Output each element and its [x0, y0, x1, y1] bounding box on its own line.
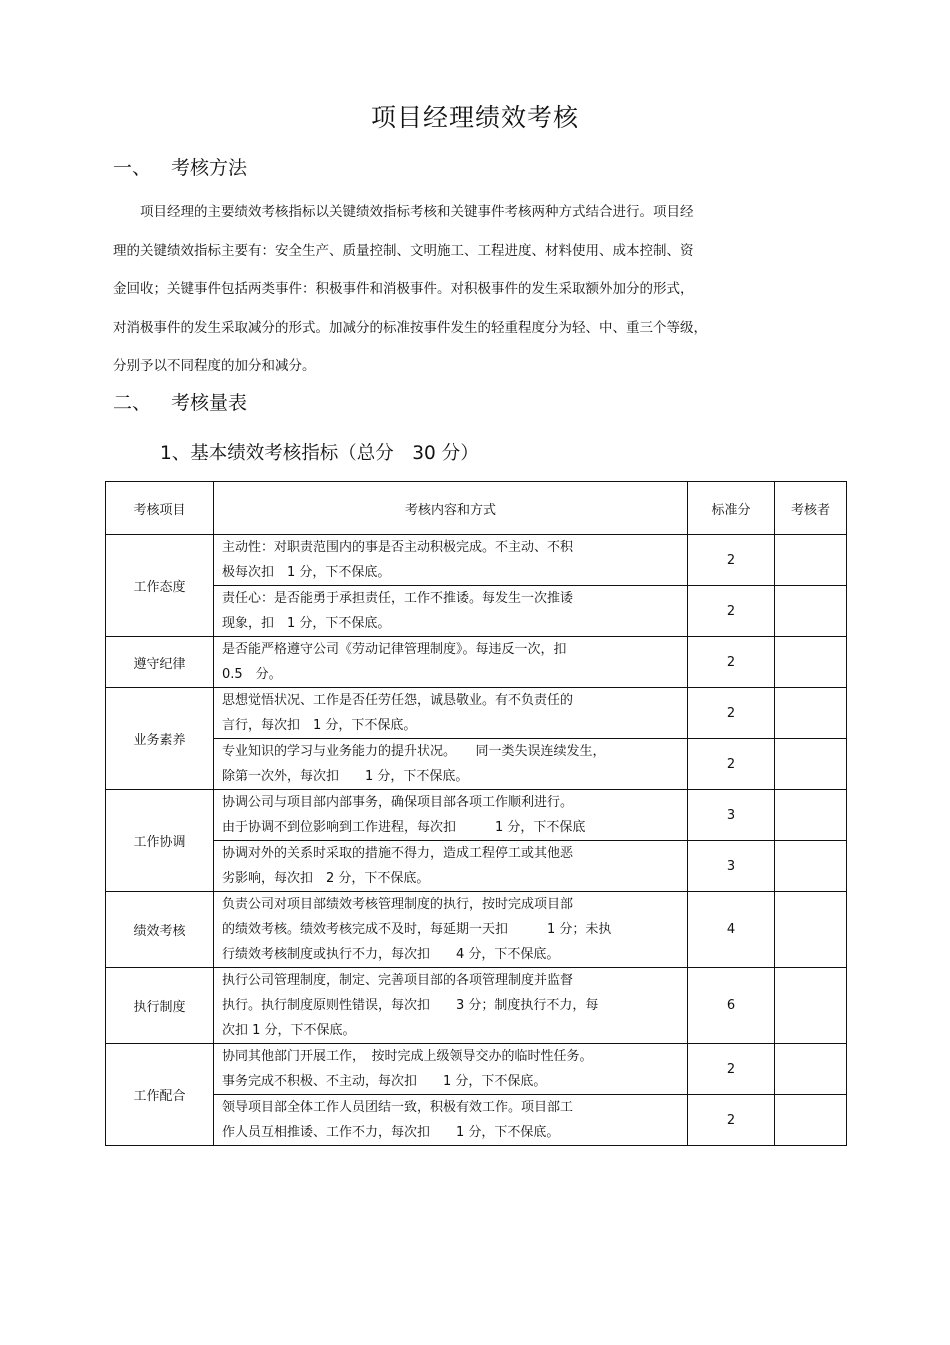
method-paragraph — [113, 193, 763, 386]
category-cell: 工作协调 — [106, 790, 214, 892]
content-line: 领导项目部全体工作人员团结一致，积极有效工作。项目部工 — [222, 1100, 574, 1115]
content-line: 思想觉悟状况、工作是否任劳任怨，诚恳敬业。有不负责任的 — [222, 693, 574, 708]
paragraph-line: 分别予以不同程度的加分和减分。 — [113, 358, 316, 374]
content-line: 言行，每次扣 1 分，下不保底。 — [222, 718, 417, 733]
standard-score-cell: 2 — [688, 586, 775, 637]
content-line: 事务完成不积极、不主动，每次扣 1 分，下不保底。 — [222, 1074, 547, 1089]
content-cell — [214, 586, 688, 637]
content-cell — [214, 892, 688, 968]
assessor-cell[interactable] — [775, 637, 847, 688]
assessor-cell[interactable] — [775, 892, 847, 968]
assessment-table — [105, 481, 847, 1146]
content-cell — [214, 1044, 688, 1095]
standard-score-cell: 2 — [688, 1044, 775, 1095]
table-row — [106, 535, 847, 586]
paragraph-line: 项目经理的主要绩效考核指标以关键绩效指标考核和关键事件考核两种方式结合进行。项目经 — [140, 204, 694, 220]
column-header: 考核者 — [775, 482, 847, 535]
assessor-cell[interactable] — [775, 535, 847, 586]
assessor-cell[interactable] — [775, 968, 847, 1044]
page-title: 项目经理绩效考核 — [370, 103, 579, 132]
table-row — [106, 892, 847, 968]
table-header-row — [106, 482, 847, 535]
paragraph-line: 理的关键绩效指标主要有：安全生产、质量控制、文明施工、工程进度、材料使用、成本控制、资 — [113, 242, 694, 259]
standard-score-cell: 6 — [688, 968, 775, 1044]
section-number: 一、 — [113, 157, 152, 179]
content-line: 的绩效考核。绩效考核完成不及时，每延期一天扣 1 分；未执 — [222, 922, 612, 937]
content-line: 负责公司对项目部绩效考核管理制度的执行，按时完成项目部 — [222, 897, 574, 912]
content-line: 极每次扣 1 分，下不保底。 — [222, 565, 391, 580]
column-header: 考核项目 — [106, 482, 214, 535]
category-cell: 工作配合 — [106, 1044, 214, 1146]
content-line: 次扣 1 分，下不保底。 — [222, 1023, 356, 1038]
standard-score-cell: 3 — [688, 841, 775, 892]
assessor-cell[interactable] — [775, 586, 847, 637]
section-title: 考核方法 — [171, 157, 248, 179]
content-cell — [214, 1095, 688, 1146]
content-line: 行绩效考核制度或执行不力，每次扣 4 分，下不保底。 — [222, 947, 560, 962]
content-cell — [214, 688, 688, 739]
table-row — [106, 637, 847, 688]
content-line: 0.5 分。 — [222, 667, 282, 682]
table-row — [106, 586, 847, 637]
content-line: 劣影响，每次扣 2 分，下不保底。 — [222, 871, 430, 886]
category-cell: 绩效考核 — [106, 892, 214, 968]
content-cell — [214, 968, 688, 1044]
subheading-basic-indicators: 1、基本绩效考核指标（总分 30 分） — [160, 443, 479, 464]
assessor-cell[interactable] — [775, 1095, 847, 1146]
table-row — [106, 739, 847, 790]
table-row — [106, 1044, 847, 1095]
content-cell — [214, 535, 688, 586]
content-cell — [214, 637, 688, 688]
content-cell — [214, 841, 688, 892]
column-header: 考核内容和方式 — [214, 482, 688, 535]
content-line: 是否能严格遵守公司《劳动记律管理制度》。每违反一次，扣 — [222, 642, 567, 657]
category-cell: 遵守纪律 — [106, 637, 214, 688]
assessor-cell[interactable] — [775, 1044, 847, 1095]
category-cell: 业务素养 — [106, 688, 214, 790]
content-line: 现象，扣 1 分，下不保底。 — [222, 616, 391, 631]
content-line: 执行。执行制度原则性错误，每次扣 3 分；制度执行不力，每 — [222, 998, 599, 1013]
section-heading-scale — [113, 388, 247, 418]
standard-score-cell: 3 — [688, 790, 775, 841]
table-row — [106, 841, 847, 892]
standard-score-cell: 4 — [688, 892, 775, 968]
content-line: 执行公司管理制度，制定、完善项目部的各项管理制度并监督 — [222, 973, 574, 988]
table-row — [106, 790, 847, 841]
assessor-cell[interactable] — [775, 739, 847, 790]
column-header: 标准分 — [688, 482, 775, 535]
standard-score-cell: 2 — [688, 739, 775, 790]
category-cell: 执行制度 — [106, 968, 214, 1044]
content-line: 作人员互相推诿、工作不力，每次扣 1 分，下不保底。 — [222, 1125, 560, 1140]
content-line: 由于协调不到位影响到工作进程，每次扣 1 分，下不保底 — [222, 820, 586, 835]
table-row — [106, 688, 847, 739]
standard-score-cell: 2 — [688, 535, 775, 586]
table-row — [106, 1095, 847, 1146]
paragraph-line: 对消极事件的发生采取减分的形式。加减分的标准按事件发生的轻重程度分为轻、中、重三个等级， — [113, 319, 707, 336]
standard-score-cell: 2 — [688, 688, 775, 739]
standard-score-cell: 2 — [688, 637, 775, 688]
section-title: 考核量表 — [171, 392, 248, 414]
content-cell — [214, 739, 688, 790]
table-row — [106, 968, 847, 1044]
assessor-cell[interactable] — [775, 841, 847, 892]
content-line: 协同其他部门开展工作， 按时完成上级领导交办的临时性任务。 — [222, 1049, 593, 1064]
content-line: 责任心：是否能勇于承担责任，工作不推诿。每发生一次推诿 — [222, 591, 574, 606]
content-line: 主动性：对职责范围内的事是否主动积极完成。不主动、不积 — [222, 540, 574, 555]
content-cell — [214, 790, 688, 841]
assessor-cell[interactable] — [775, 790, 847, 841]
content-line: 协调公司与项目部内部事务，确保项目部各项工作顺利进行。 — [222, 795, 574, 810]
category-cell: 工作态度 — [106, 535, 214, 637]
assessor-cell[interactable] — [775, 688, 847, 739]
paragraph-line: 金回收；关键事件包括两类事件：积极事件和消极事件。对积极事件的发生采取额外加分的形式， — [113, 281, 694, 297]
content-line: 专业知识的学习与业务能力的提升状况。 同一类失误连续发生， — [222, 744, 606, 759]
standard-score-cell: 2 — [688, 1095, 775, 1146]
section-number: 二、 — [113, 392, 152, 414]
content-line: 协调对外的关系时采取的措施不得力，造成工程停工或其他恶 — [222, 846, 574, 861]
content-line: 除第一次外，每次扣 1 分，下不保底。 — [222, 769, 469, 784]
section-heading-method — [113, 153, 247, 183]
